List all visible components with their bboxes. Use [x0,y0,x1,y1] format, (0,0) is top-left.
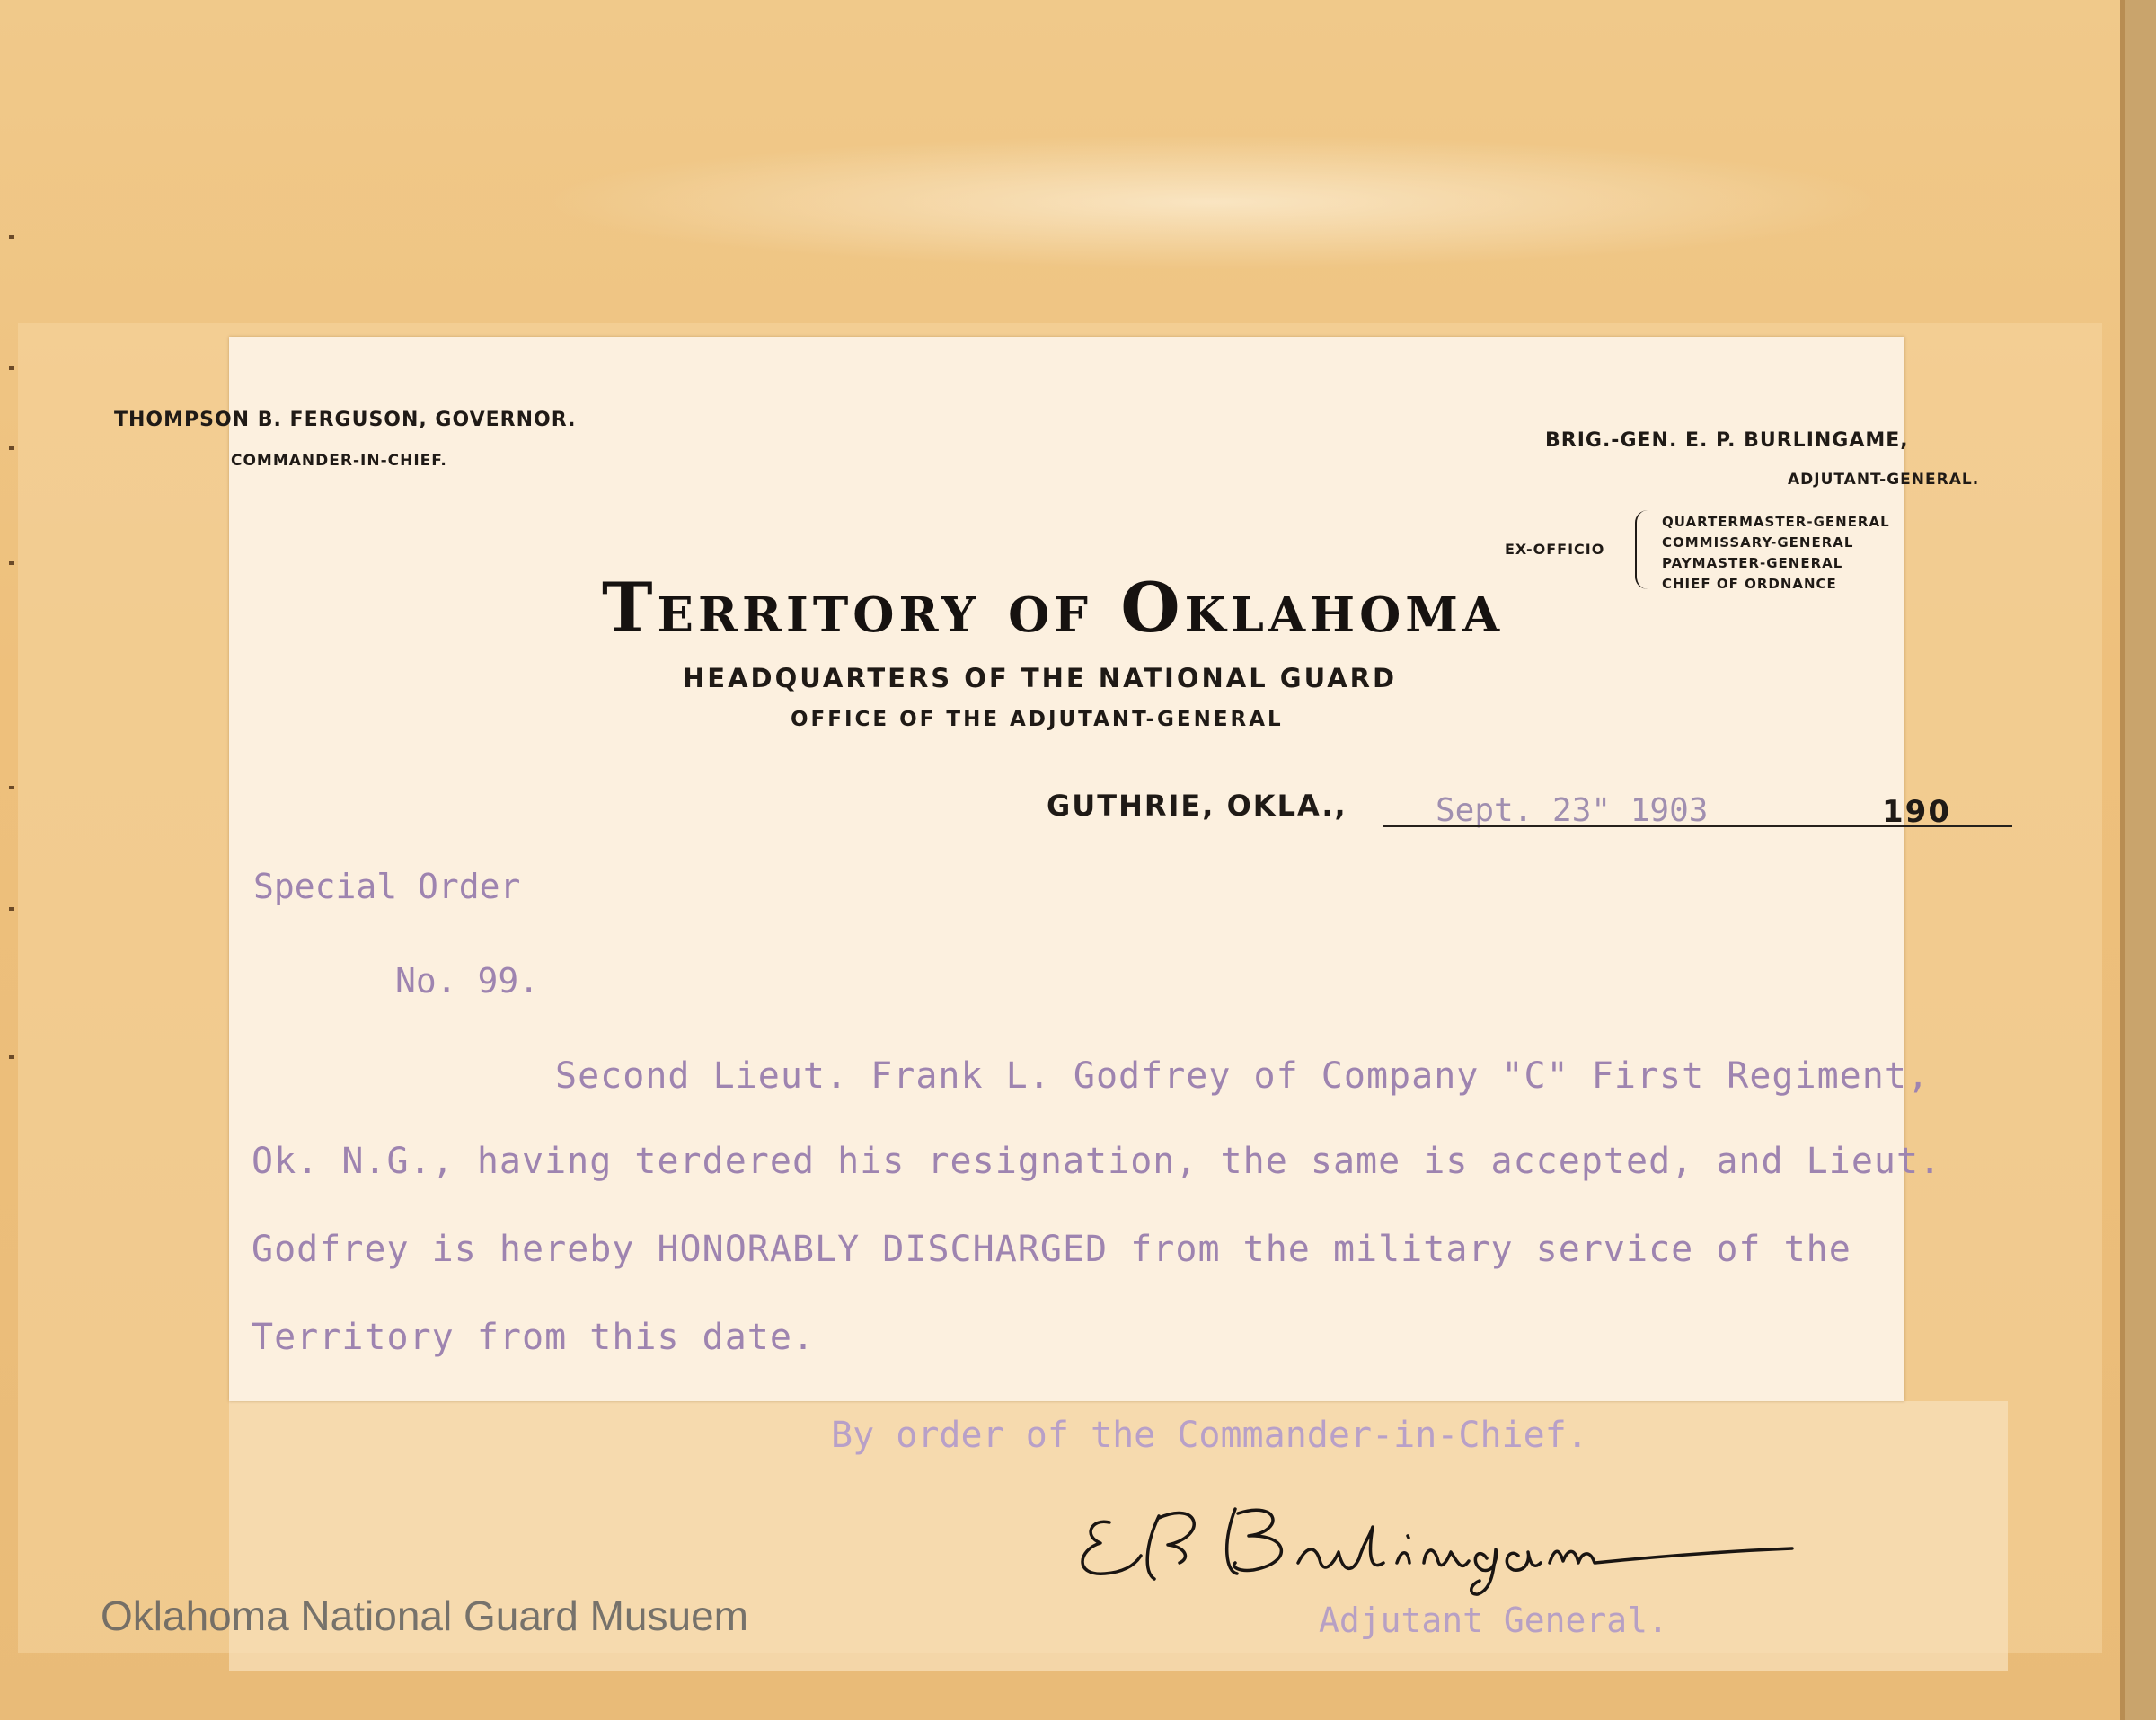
board-discoloration [539,135,1886,269]
ex-officio-role: QUARTERMASTER-GENERAL [1662,514,1890,530]
edge-mark [9,366,14,370]
ex-officio-label: EX-OFFICIO [1505,541,1605,558]
adjutant-title: ADJUTANT-GENERAL. [1788,471,1980,489]
edge-mark [9,446,14,450]
brace-icon [1635,510,1651,589]
ex-officio-role: PAYMASTER-GENERAL [1662,555,1843,571]
letterhead-subtitle-1: HEADQUARTERS OF THE NATIONAL GUARD [683,663,1398,693]
adjutant-name: BRIG.-GEN. E. P. BURLINGAME, [1545,429,1909,452]
letterhead-title: Territory of Oklahoma [602,568,1505,648]
ex-officio-role: CHIEF OF ORDNANCE [1662,576,1837,592]
signatory-title: Adjutant General. [1319,1601,1668,1640]
city-label: GUTHRIE, OKLA., [1047,789,1348,823]
body-line-4: Territory from this date. [252,1317,816,1358]
body-line-1: Second Lieut. Frank L. Godfrey of Company "C" First Regiment, [555,1055,1931,1097]
by-order-line: By order of the Commander-in-Chief. [831,1415,1588,1456]
edge-mark [9,235,14,239]
date-underline [1383,825,2012,827]
museum-watermark: Oklahoma National Guard Musuem [101,1592,748,1639]
body-line-2: Ok. N.G., having terdered his resignation, the same is accepted, and Lieut. [252,1141,1942,1182]
ex-officio-role: COMMISSARY-GENERAL [1662,534,1854,551]
handwritten-signature [1074,1473,1864,1599]
year-prefix: 190 [1882,794,1951,830]
body-line-3: Godfrey is hereby HONORABLY DISCHARGED from the military service of the [252,1229,1851,1270]
governor-title: COMMANDER-IN-CHIEF. [231,452,447,470]
order-date: Sept. 23" 1903 [1436,792,1709,829]
edge-mark [9,786,14,789]
order-heading: Special Order [253,867,521,906]
edge-mark [9,1055,14,1059]
order-number: No. 99. [395,961,540,1001]
ex-officio-roles [1662,512,1890,595]
governor-name: THOMPSON B. FERGUSON, GOVERNOR. [114,409,577,431]
edge-mark [9,907,14,911]
letterhead-subtitle-2: OFFICE OF THE ADJUTANT-GENERAL [791,708,1284,731]
edge-mark [9,561,14,565]
